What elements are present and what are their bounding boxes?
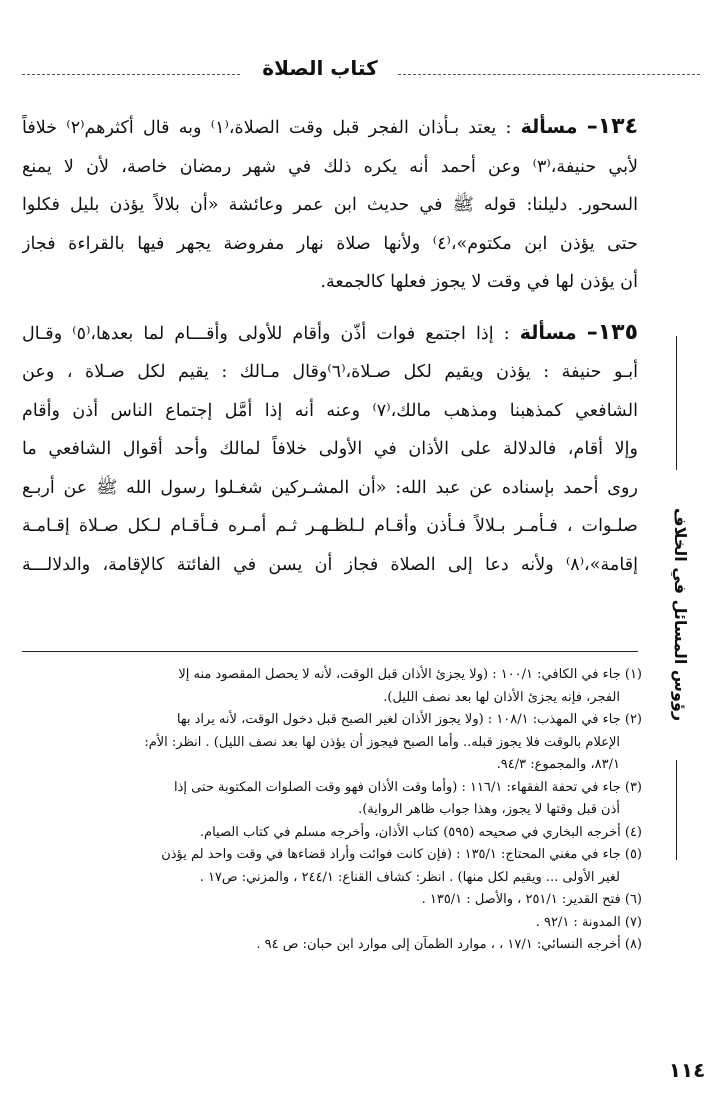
main-text	[22, 108, 638, 596]
line-text: : إذا اجتمع فوات أذّن وأقام للأولى وأقـــام لما بعدها،⁽٥⁾ وقـال	[22, 323, 510, 344]
masala-number: ١٣٤–	[586, 114, 638, 139]
text-line: الشافعي كمذهبنا ومذهب مالك،⁽٧⁾ وعنه أنه إذا أمَّل إجتماع الناس أذن وأقام	[22, 400, 638, 421]
footnote-2	[22, 709, 642, 777]
footnote-line: (٢) جاء في المهذب: ١٠٨/١ : (ولا يجوز الأذان لغير الصبح قبل دخول الوقت، لأنه يراد بها	[176, 712, 642, 727]
footnote-5	[22, 844, 642, 889]
footnote-line: أذن قبل وقتها لا يجوز، وهذا جواب ظاهر الرواية).	[358, 802, 620, 817]
footnote-line: (٥) جاء في مغني المحتاج: ١٣٥/١ : (فإن كانت فوائت وأراد قضاءها في وقت واحد لم يؤذن	[161, 847, 642, 862]
text-line	[22, 314, 638, 354]
footnote-1	[22, 664, 642, 709]
text-line: وإلا أقام، فالدلالة على الأذان في الأولى خلافاً لمالك وأحد أقوال الشافعي ما	[22, 439, 638, 459]
footnote-separator	[22, 651, 638, 652]
footnote-line: لغير الأولى ... ويقيم لكل منها) . انظر: كشاف القناع: ٢٤٤/١ ، والمزني: ص١٧ .	[199, 869, 620, 885]
footnote-line: (٦) فتح القدير: ٢٥١/١ ، والأصل : ١٣٥/١ .	[421, 892, 642, 907]
text-line: أن يؤذن لها في وقت لا يجوز فعلها كالجمعة.	[320, 272, 638, 292]
text-line: حتى يؤذن ابن مكتوم»،⁽٤⁾ ولأنها صلاة نهار مفروضة يجهر فيها بالقراءة فجاز	[22, 233, 638, 254]
footnote-line: (٣) جاء في تحفة الفقهاء: ١١٦/١ : (وأما وقت الأذان فهو وقت الصلوات المكتوبة حتى إذا	[173, 779, 642, 795]
footnote-line: (٨) أخرجه النسائي: ١٧/١ ، ، موارد الظمآن إلى موارد ابن حبان: ص ٩٤ .	[256, 937, 642, 952]
text-line	[22, 108, 638, 148]
text-line: إقامة»،⁽٨⁾ ولأنه دعا إلى الصلاة فجاز أن يسن في الفائتة كالإقامة، والدلالـــة	[22, 554, 638, 575]
footnote-7	[22, 912, 642, 935]
masala-label: مسألة	[519, 321, 577, 344]
footnote-line: ٨٣/١، والمجموع: ٩٤/٣.	[496, 757, 620, 772]
text-line: السحور. دليلنا: قوله ﷺ في حديث ابن عمر وعائشة «أن بلالاً يؤذن بليل فكلوا	[22, 195, 638, 215]
masala-label: مسألة	[520, 116, 578, 138]
footnotes	[22, 664, 642, 957]
footnote-6	[22, 889, 642, 912]
footnote-3	[22, 777, 642, 822]
footnote-line: الفجر، فإنه يجزئ الأذان لها بعد نصف الليل).	[383, 689, 620, 705]
header-rule-left	[22, 74, 240, 75]
line-text: : يعتد بـأذان الفجر قبل وقت الصلاة،⁽١⁾ وبه قال أكثرهم⁽٢⁾ خلافاً	[22, 118, 512, 138]
header-rule-right	[398, 74, 700, 75]
text-line: لأبي حنيفة،⁽٣⁾ وعن أحمد أنه يكره ذلك في شهر رمضان خاصة، لأن لا يمنع	[22, 156, 638, 177]
footnote-line: الإعلام بالوقت فلا يجوز قبله.. وأما الصبح فيجوز أن يؤذن لها بعد نصف الليل) . انظر: الأم:	[144, 734, 620, 750]
masala-135	[22, 314, 638, 585]
footnote-line: (١) جاء في الكافي: ١٠٠/١ : (ولا يجزئ الأذان قبل الوقت، لأنه لا يحصل المقصود منه إلا	[178, 667, 642, 682]
footnote-4	[22, 822, 642, 845]
footnote-line: (٤) أخرجه البخاري في صحيحه (٥٩٥) كتاب الأذان، وأخرجه مسلم في كتاب الصيام.	[199, 824, 642, 840]
footnote-8	[22, 934, 642, 957]
text-line: روى أحمد بإسناده عن عبد الله: «أن المشـركين شغـلوا رسول الله ﷺ عن أربـع	[22, 477, 638, 498]
footnote-line: (٧) المدونة : ٩٢/١ .	[535, 914, 642, 930]
running-header-title: كتاب الصلاة	[262, 56, 378, 80]
masala-134	[22, 108, 638, 302]
text-line: أبـو حنيفة : يؤذن ويقيم لكل صـلاة،⁽٦⁾وقال مـالك : يقيم لكل صـلاة ، وعن	[22, 362, 638, 382]
page-number: ١١٤	[668, 1058, 706, 1082]
text-line: صلـوات ، فـأمـر بـلالاً فـأذن وأقـام لـلظـهـر ثـم أمـره فـأقـام لـكل صـلاة إقـامـة	[22, 516, 638, 536]
masala-number: ١٣٥–	[586, 319, 638, 345]
side-running-title: رؤوس المسائل في الخلاف	[666, 470, 690, 760]
